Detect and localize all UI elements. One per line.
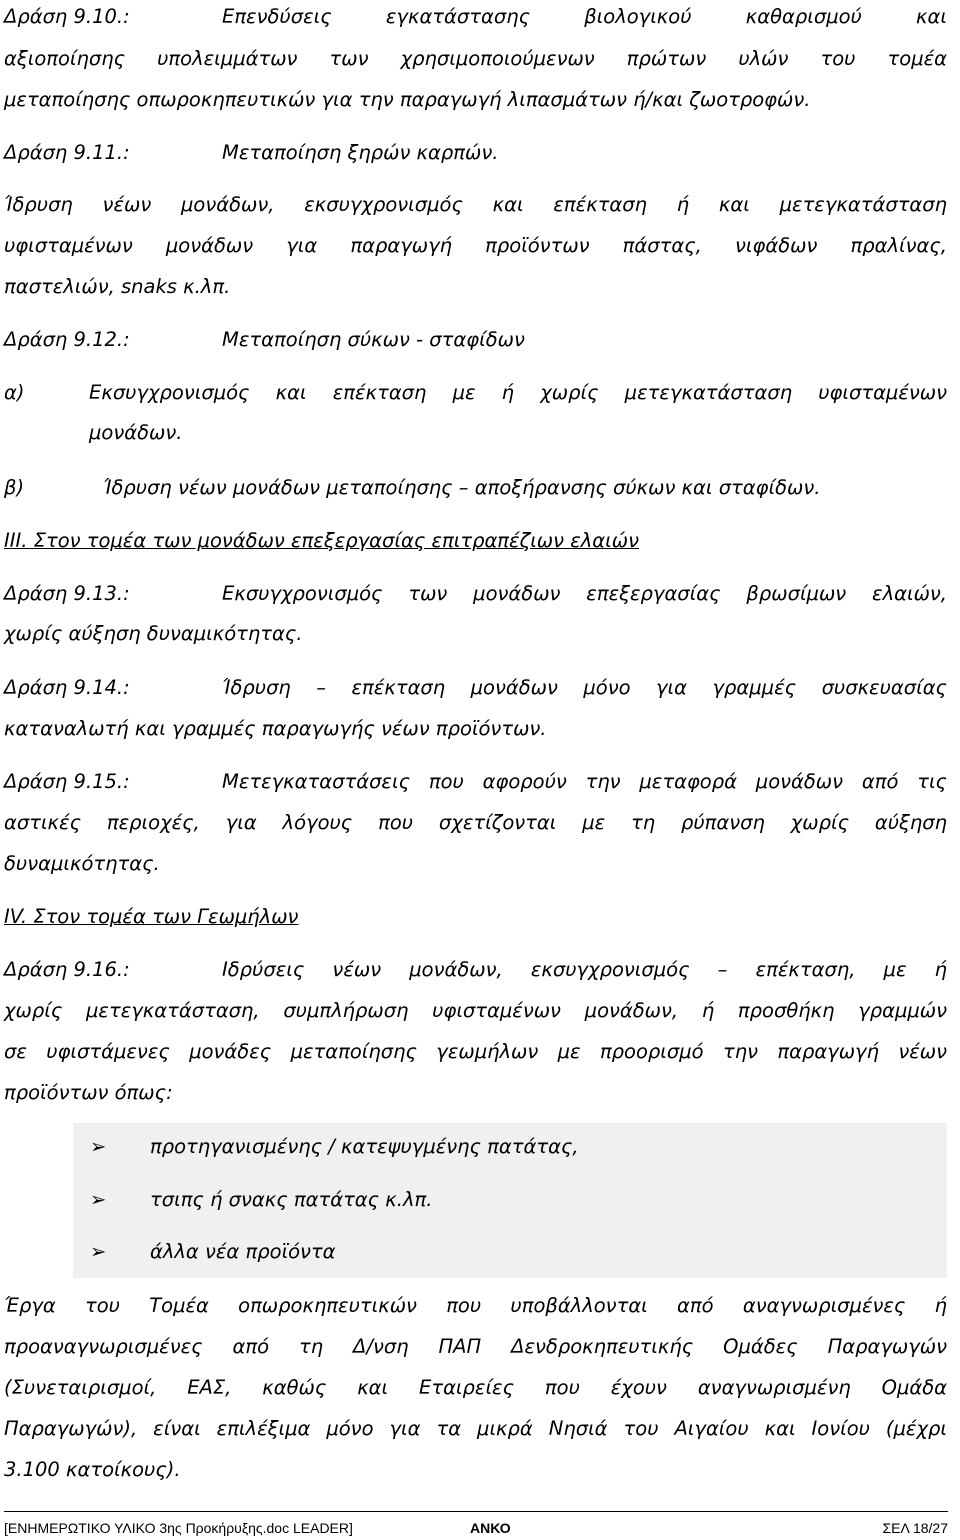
list-marker: α) — [4, 381, 25, 404]
list-item-text: Ίδρυση νέων μονάδων μεταποίησης – αποξήρανσης σύκων και σταφίδων. — [103, 476, 821, 499]
paragraph-line: χωρίς μετεγκατάσταση, συμπλήρωση υφισταμένων μονάδων, ή προσθήκη γραμμών — [4, 999, 947, 1022]
action-label: Δράση 9.13.: — [4, 582, 130, 605]
paragraph-line: αξιοποίησης υπολειμμάτων των χρησιμοποιούμενων πρώτων υλών του τομέα — [4, 47, 947, 70]
paragraph-line: σε υφιστάμενες μονάδες μεταποίησης γεωμήλων με προορισμό την παραγωγή νέων — [4, 1040, 947, 1063]
action-title: Μεταποίηση σύκων - σταφίδων — [222, 328, 525, 351]
section-heading: ΙV. Στον τομέα των Γεωμήλων — [4, 905, 299, 928]
action-label: Δράση 9.12.: — [4, 328, 130, 351]
paragraph-line: παστελιών, snaks κ.λπ. — [4, 275, 231, 298]
action-title: Μεταποίηση ξηρών καρπών. — [222, 141, 499, 164]
paragraph-line: χωρίς αύξηση δυναμικότητας. — [4, 622, 303, 645]
action-label: Δράση 9.16.: — [4, 958, 130, 981]
arrow-bullet-icon: ➢ — [90, 1240, 107, 1263]
list-item-text: προτηγανισμένης / κατεψυγμένης πατάτας, — [150, 1135, 579, 1158]
list-item-text: άλλα νέα προϊόντα — [150, 1240, 336, 1263]
paragraph-line: υφισταμένων μονάδων για παραγωγή προϊόντων πάστας, νιφάδων πραλίνας, — [4, 234, 947, 257]
list-item-text: τσιπς ή σνακς πατάτας κ.λπ. — [150, 1188, 433, 1211]
section-heading: ΙΙΙ. Στον τομέα των μονάδων επεξεργασίας επιτραπέζιων ελαιών — [4, 529, 639, 552]
footer-organization: ΑΝΚΟ — [470, 1520, 511, 1536]
list-item — [90, 1135, 579, 1159]
list-item — [90, 1240, 336, 1264]
paragraph-line: (Συνεταιρισμοί, ΕΑΣ, καθώς και Εταιρείες που έχουν αναγνωρισμένη Ομάδα — [4, 1376, 947, 1399]
paragraph-line: καταναλωτή και γραμμές παραγωγής νέων προϊόντων. — [4, 717, 547, 740]
arrow-bullet-icon: ➢ — [90, 1188, 107, 1211]
paragraph-line: μεταποίησης οπωροκηπευτικών για την παραγωγή λιπασμάτων ή/και ζωοτροφών. — [4, 88, 811, 111]
action-title: Μετεγκαταστάσεις που αφορούν την μεταφορά μονάδων από τις — [222, 770, 947, 793]
list-item-text: Εκσυγχρονισμός και επέκταση με ή χωρίς μετεγκατάσταση υφισταμένων — [89, 381, 947, 404]
paragraph-line: προϊόντων όπως: — [4, 1081, 173, 1104]
list-marker: β) — [4, 476, 25, 499]
list-item-text: μονάδων. — [89, 421, 183, 444]
paragraph-line: Έργα του Τομέα οπωροκηπευτικών που υποβάλλονται από αναγνωρισμένες ή — [4, 1294, 947, 1317]
paragraph-line: 3.100 κατοίκους). — [4, 1458, 181, 1481]
action-title: Εκσυγχρονισμός των μονάδων επεξεργασίας βρωσίμων ελαιών, — [222, 582, 947, 605]
action-label: Δράση 9.15.: — [4, 770, 130, 793]
action-label: Δράση 9.11.: — [4, 141, 130, 164]
paragraph-line: Παραγωγών), είναι επιλέξιμα μόνο για τα μικρά Νησιά του Αιγαίου και Ιονίου (μέχρι — [4, 1417, 947, 1440]
footer-page-number: ΣΕΛ 18/27 — [882, 1520, 948, 1536]
footer-divider — [4, 1511, 948, 1512]
action-label: Δράση 9.10.: — [4, 5, 130, 28]
list-item — [90, 1188, 432, 1212]
arrow-bullet-icon: ➢ — [90, 1135, 107, 1158]
action-title: Ιδρύσεις νέων μονάδων, εκσυγχρονισμός – επέκταση, με ή — [222, 958, 947, 981]
action-label: Δράση 9.14.: — [4, 676, 130, 699]
paragraph-line: αστικές περιοχές, για λόγους που σχετίζονται με τη ρύπανση χωρίς αύξηση — [4, 811, 947, 834]
paragraph-line: Ίδρυση νέων μονάδων, εκσυγχρονισμός και επέκταση ή και μετεγκατάσταση — [4, 193, 947, 216]
action-9-10-title: Επενδύσεις εγκατάστασης βιολογικού καθαρισμού και — [222, 5, 947, 28]
paragraph-line: δυναμικότητας. — [4, 852, 160, 875]
action-title: Ίδρυση – επέκταση μονάδων μόνο για γραμμές συσκευασίας — [222, 676, 947, 699]
paragraph-line: προαναγνωρισμένες από τη Δ/νση ΠΑΠ Δενδροκηπευτικής Ομάδες Παραγωγών — [4, 1335, 947, 1358]
footer-document-name: [ΕΝΗΜΕΡΩΤΙΚΟ ΥΛΙΚΟ 3ης Προκήρυξης.doc LEADER] — [4, 1520, 353, 1536]
